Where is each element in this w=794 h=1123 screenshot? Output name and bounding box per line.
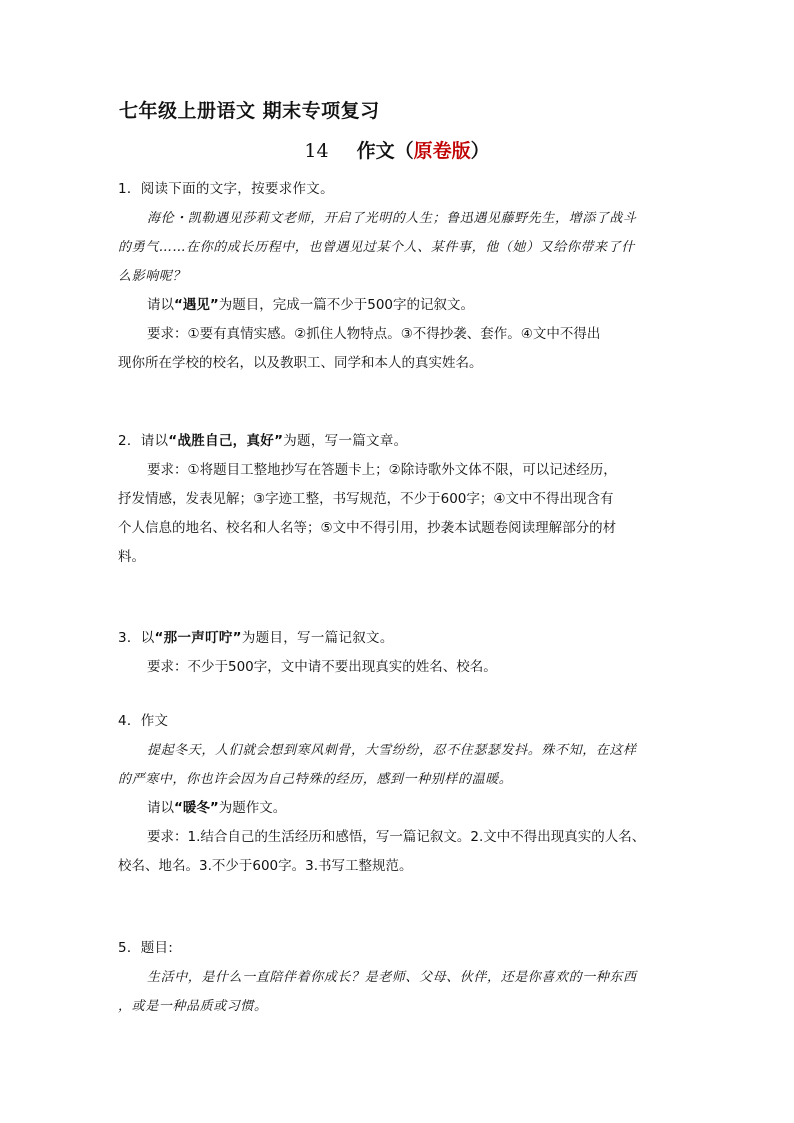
question-3-heading xyxy=(118,624,678,653)
heading-prefix: 2．请以 xyxy=(118,433,169,449)
question-2-requirement-line: 料。 xyxy=(118,549,145,565)
document-title: 七年级上册语文 期末专项复习 xyxy=(119,100,380,122)
question-4-requirement-line: 校名、地名。3.不少于600字。3.书写工整规范。 xyxy=(118,858,413,874)
question-2-heading xyxy=(118,427,678,456)
heading-topic: “战胜自己，真好” xyxy=(168,433,284,449)
question-4-heading: 4．作文 xyxy=(118,713,169,729)
task-suffix: 为题目，完成一篇不少于500字的记叙文。 xyxy=(218,297,475,313)
task-prefix: 请以 xyxy=(147,800,174,816)
question-5-heading: 5．题目: xyxy=(118,940,174,956)
question-4-passage-line: 的严寒中，你也许会因为自己特殊的经历，感到一种别样的温暖。 xyxy=(118,772,513,787)
question-5 xyxy=(118,934,678,1021)
question-1-requirement-line: 现你所在学校的校名，以及教职工、同学和本人的真实姓名。 xyxy=(118,355,483,371)
heading-prefix: 3．以 xyxy=(118,630,155,646)
heading-suffix: 为题目，写一篇记叙文。 xyxy=(241,630,394,646)
subtitle-prefix: 作文（ xyxy=(356,140,414,162)
question-3 xyxy=(118,624,678,682)
subtitle-suffix: ） xyxy=(470,140,490,162)
task-suffix: 为题作文。 xyxy=(218,800,287,816)
question-5-passage-line: 生活中，是什么一直陪伴着你成长？是老师、父母、伙伴，还是你喜欢的一种东西 xyxy=(147,970,637,985)
question-1-passage-line: 海伦・凯勒遇见莎莉文老师，开启了光明的人生；鲁迅遇见藤野先生，增添了战斗 xyxy=(147,211,637,226)
question-1-passage-line: 的勇气……在你的成长历程中，也曾遇见过某个人、某件事，他（她）又给你带来了什 xyxy=(118,240,635,255)
question-2-requirement-line: 要求：①将题目工整地抄写在答题卡上；②除诗歌外文体不限，可以记述经历， xyxy=(147,462,617,478)
subtitle-edition: 原卷版 xyxy=(413,140,471,162)
task-prefix: 请以 xyxy=(147,297,174,313)
question-1 xyxy=(118,175,678,378)
document-subtitle xyxy=(0,136,794,163)
question-2-requirement-line: 个人信息的地名、校名和人名等；⑤文中不得引用，抄袭本试题卷阅读理解部分的材 xyxy=(118,520,617,536)
question-3-requirement-line: 要求：不少于500字，文中请不要出现真实的姓名、校名。 xyxy=(147,659,497,675)
question-1-passage-line: 么影响呢？ xyxy=(118,269,187,284)
task-topic: “暖冬” xyxy=(174,800,219,816)
subtitle-number: 14 xyxy=(304,140,329,162)
question-1-heading: 1．阅读下面的文字，按要求作文。 xyxy=(118,181,334,197)
question-2 xyxy=(118,427,678,572)
question-4-task xyxy=(118,794,678,823)
heading-topic: “那一声叮咛” xyxy=(154,630,242,646)
question-4-requirement-line: 要求：1.结合自己的生活经历和感悟，写一篇记叙文。2.文中不得出现真实的人名、 xyxy=(147,829,646,845)
question-5-passage-line: ，或是一种品质或习惯。 xyxy=(118,999,268,1014)
question-2-requirement-line: 抒发情感，发表见解；③字迹工整，书写规范，不少于600字；④文中不得出现含有 xyxy=(118,491,614,507)
question-1-requirement-line: 要求：①要有真情实感。②抓住人物特点。③不得抄袭、套作。④文中不得出 xyxy=(147,326,601,342)
question-1-task xyxy=(118,291,678,320)
question-4-passage-line: 提起冬天，人们就会想到寒风刺骨，大雪纷纷，忍不住瑟瑟发抖。殊不知，在这样 xyxy=(147,743,637,758)
question-4 xyxy=(118,707,678,881)
heading-suffix: 为题，写一篇文章。 xyxy=(283,433,408,449)
task-topic: “遇见” xyxy=(174,297,219,313)
